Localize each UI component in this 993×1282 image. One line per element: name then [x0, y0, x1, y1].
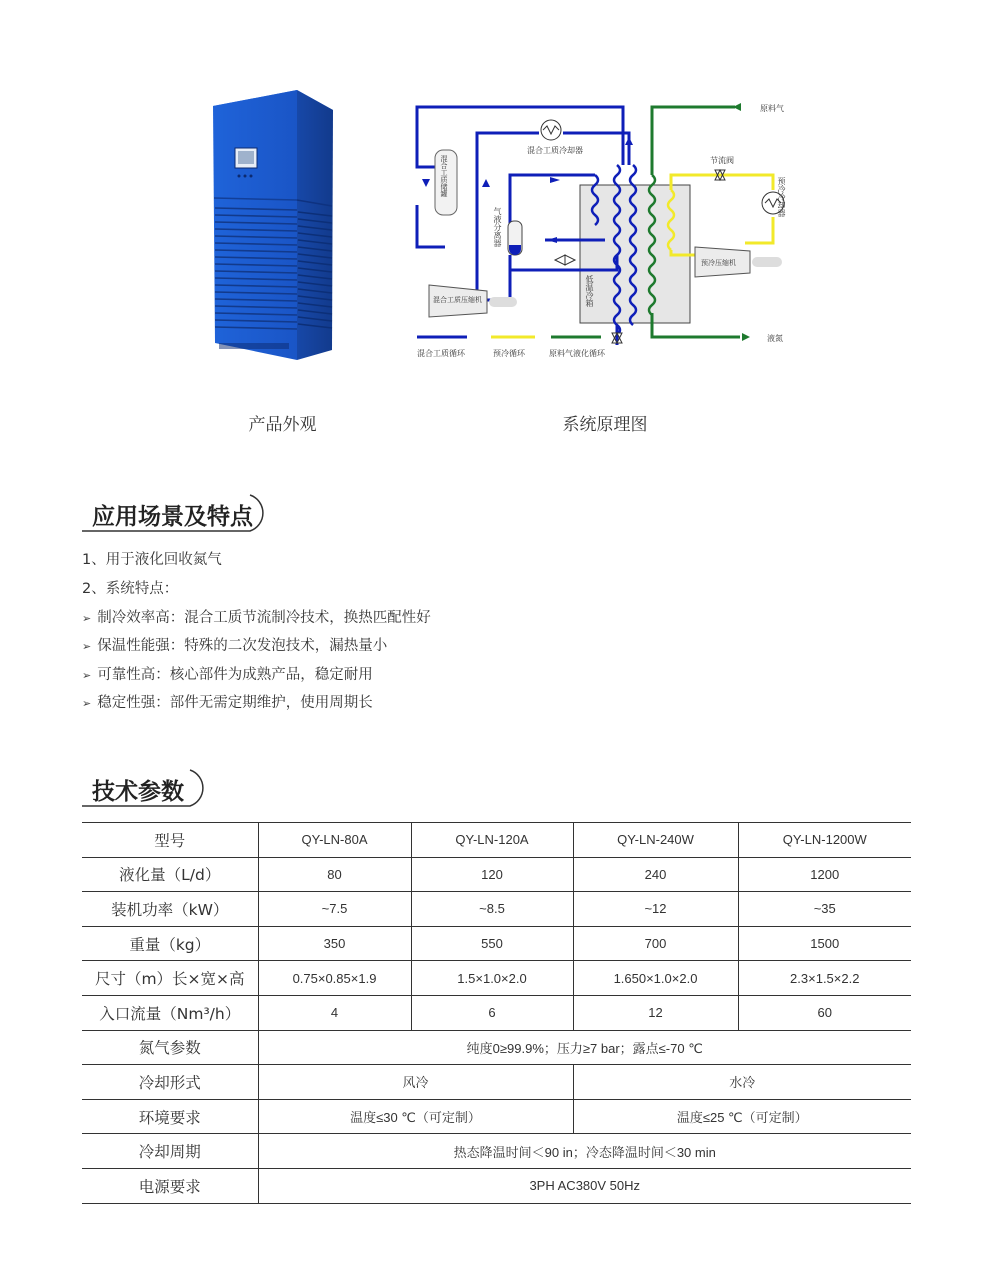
- feature-bullet: ➢ 可靠性高：核心部件为成熟产品，稳定耐用: [82, 667, 373, 683]
- features-title: 应用场景及特点: [92, 504, 253, 530]
- table-row: [82, 1134, 911, 1169]
- product-image: [205, 88, 335, 363]
- table-cell: 水冷: [573, 1065, 911, 1100]
- table-cell: 550: [411, 926, 573, 961]
- table-row: [82, 1099, 911, 1134]
- bullet-arrow-icon: ➢: [82, 640, 92, 653]
- legend-feed: 原料气液化循环: [549, 349, 605, 358]
- specs-title: 技术参数: [92, 779, 184, 805]
- row-label: 装机功率（kW）: [82, 892, 258, 927]
- table-cell: 3PH AC380V 50Hz: [258, 1168, 911, 1203]
- table-cell: 1.5×1.0×2.0: [411, 961, 573, 996]
- table-row: [82, 892, 911, 927]
- row-label: 入口流量（Nm³/h）: [82, 995, 258, 1030]
- table-cell: 1200: [738, 857, 911, 892]
- header-cell: 型号: [82, 823, 258, 858]
- table-row: [82, 995, 911, 1030]
- section-title-specs: [80, 768, 220, 810]
- caption-product: 产品外观: [248, 415, 317, 435]
- table-cell: 1.650×1.0×2.0: [573, 961, 738, 996]
- label-precool-cooler: 预冷冷却器: [777, 177, 786, 217]
- header-cell: QY-LN-240W: [573, 823, 738, 858]
- header-cell: QY-LN-1200W: [738, 823, 911, 858]
- label-cold-box: 低温冷箱: [585, 275, 594, 307]
- table-row: [82, 1168, 911, 1203]
- legend-precool: 预冷循环: [493, 349, 525, 358]
- table-row: [82, 961, 911, 996]
- mix-cooler: [541, 120, 561, 140]
- table-row: [82, 1030, 911, 1065]
- row-label: 环境要求: [82, 1099, 258, 1134]
- table-cell: 1500: [738, 926, 911, 961]
- label-precool-compressor: 预冷压缩机: [701, 259, 736, 267]
- table-cell: 温度≤25 ℃（可定制）: [573, 1099, 911, 1134]
- row-label: 重量（kg）: [82, 926, 258, 961]
- table-cell: ~35: [738, 892, 911, 927]
- row-label: 冷却周期: [82, 1134, 258, 1169]
- table-cell: 12: [573, 995, 738, 1030]
- feature-item: 2、系统特点：: [82, 581, 179, 597]
- feature-item: 1、用于液化回收氮气: [82, 552, 222, 568]
- bullet-arrow-icon: ➢: [82, 669, 92, 682]
- feature-bullet: ➢ 制冷效率高：混合工质节流制冷技术，换热匹配性好: [82, 610, 431, 626]
- row-label: 液化量（L/d）: [82, 857, 258, 892]
- table-cell: ~12: [573, 892, 738, 927]
- table-cell: 0.75×0.85×1.9: [258, 961, 411, 996]
- table-row: [82, 857, 911, 892]
- table-cell: ~7.5: [258, 892, 411, 927]
- table-header-row: [82, 823, 911, 858]
- legend-mix: 混合工质循环: [417, 349, 465, 358]
- table-cell: 风冷: [258, 1065, 573, 1100]
- table-row: [82, 926, 911, 961]
- table-cell: 350: [258, 926, 411, 961]
- header-cell: QY-LN-80A: [258, 823, 411, 858]
- feature-bullet: ➢ 保温性能强：特殊的二次发泡技术，漏热量小: [82, 638, 388, 654]
- table-row: [82, 1065, 911, 1100]
- table-cell: 2.3×1.5×2.2: [738, 961, 911, 996]
- caption-diagram: 系统原理图: [562, 415, 648, 435]
- row-label: 氮气参数: [82, 1030, 258, 1065]
- label-feed-gas: 原料气: [760, 104, 784, 113]
- row-label: 尺寸（m）长×宽×高: [82, 961, 258, 996]
- header-cell: QY-LN-120A: [411, 823, 573, 858]
- table-cell: 热态降温时间＜90 in；冷态降温时间＜30 min: [258, 1134, 911, 1169]
- label-throttle: 节流阀: [710, 156, 734, 165]
- table-cell: 80: [258, 857, 411, 892]
- label-liquid-nitrogen: 液氮: [767, 334, 783, 343]
- table-cell: ~8.5: [411, 892, 573, 927]
- table-cell: 700: [573, 926, 738, 961]
- spec-table: [82, 822, 911, 1204]
- label-separator: 气液分离器: [493, 207, 502, 247]
- bullet-arrow-icon: ➢: [82, 612, 92, 625]
- label-mix-cooler: 混合工质冷却器: [527, 146, 583, 155]
- table-cell: 4: [258, 995, 411, 1030]
- label-mix-compressor: 混合工质压缩机: [433, 296, 482, 304]
- row-label: 冷却形式: [82, 1065, 258, 1100]
- row-label: 电源要求: [82, 1168, 258, 1203]
- table-cell: 240: [573, 857, 738, 892]
- table-cell: 纯度0≥99.9%；压力≥7 bar；露点≤-70 ℃: [258, 1030, 911, 1065]
- table-cell: 温度≤30 ℃（可定制）: [258, 1099, 573, 1134]
- system-diagram: [405, 95, 800, 360]
- feature-bullet: ➢ 稳定性强：部件无需定期维护，使用周期长: [82, 695, 373, 711]
- section-title-features: [80, 493, 280, 535]
- bullet-arrow-icon: ➢: [82, 697, 92, 710]
- label-receiver: 混合工质储罐: [440, 155, 448, 197]
- table-cell: 60: [738, 995, 911, 1030]
- table-cell: 120: [411, 857, 573, 892]
- table-cell: 6: [411, 995, 573, 1030]
